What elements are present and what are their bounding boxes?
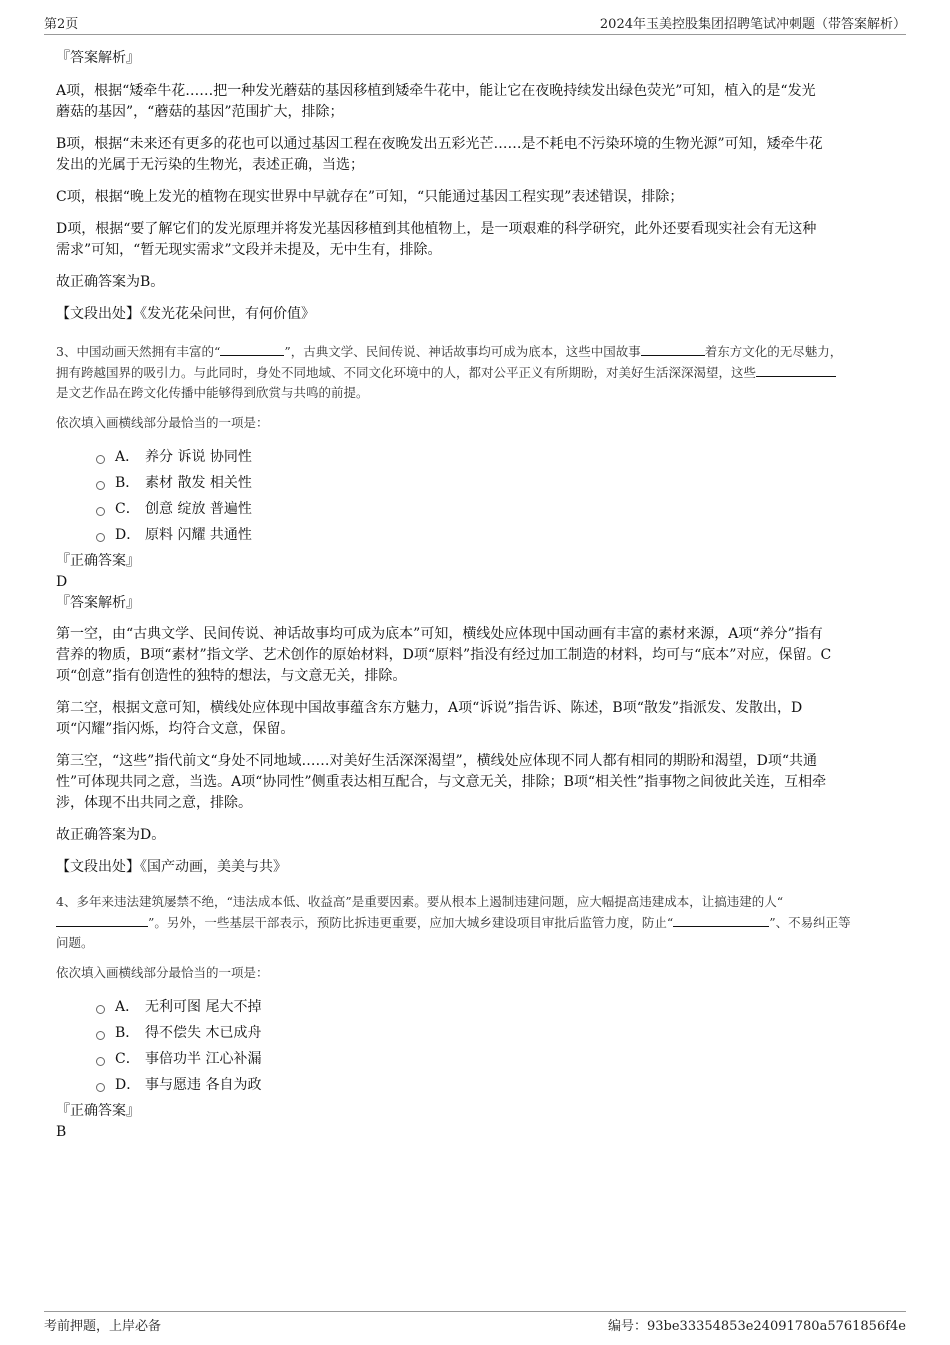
question-prompt: 依次填入画横线部分最恰当的一项是： [56,415,269,430]
question-4-options [96,993,902,1097]
analysis-c-line: C项，根据“晚上发光的植物在现实世界中早就存在”可知，“只能通过基因工程实现”表述错误，排除； [56,189,684,205]
source-citation: 【文段出处】《国产动画，美美与共》 [56,859,287,875]
radio-icon[interactable] [96,1057,105,1066]
footer-slogan: 考前押题，上岸必备 [44,1319,162,1334]
fill-blank [756,362,836,377]
option-c[interactable]: C． 事倍功半 江心补漏 [96,1045,902,1071]
radio-icon[interactable] [96,1083,105,1092]
radio-icon[interactable] [96,455,105,464]
option-d[interactable]: D． 原料 闪耀 共通性 [96,521,902,547]
analysis-a-line: A项，根据“矮牵牛花……把一种发光蘑菇的基因移植到矮牵牛花中，能让它在夜晚持续发出绿色荧光”可知，植入的是“发光 [56,83,816,99]
fill-blank [56,912,148,927]
analysis-d-line: 需求”可知，“暂无现实需求”文段并未提及，无中生有，排除。 [56,242,442,258]
analysis-b-line: 发出的光属于无污染的生物光，表述正确，当选； [56,157,364,173]
analysis-paragraph-3: 第三空，“这些”指代前文“身处不同地域……对美好生活深深渴望”，横线处应体现不同人都有相同的期盼和渴望，D项“共通 [56,753,818,769]
fill-blank [220,341,284,356]
analysis-d-line: D项，根据“要了解它们的发光原理并将发光基因移植到其他植物上，是一项艰难的科学研究，此外还要看现实社会有无这种 [56,221,817,237]
page-header [44,12,906,35]
radio-icon[interactable] [96,1031,105,1040]
page-footer [44,1311,906,1334]
correct-answer-label: 『正确答案』 [56,553,140,569]
correct-answer: B [56,1124,67,1140]
correct-answer: D [56,574,68,590]
question-prompt: 依次填入画横线部分最恰当的一项是： [56,965,269,980]
document-id: 编号：93be33354853e24091780a5761856f4e [607,1319,906,1334]
question-3-text: 3、中国动画天然拥有丰富的“ ”，古典文学、民间传说、神话故事均可成为底本，这些中国故事 着东方文化的无尽魅力， [56,341,902,362]
analysis-label: 『答案解析』 [56,50,140,66]
fill-blank [641,341,705,356]
document-title: 2024年玉美控股集团招聘笔试冲刺题（带答案解析） [599,17,906,32]
option-a[interactable]: A． 无利可图 尾大不掉 [96,993,902,1019]
conclusion: 故正确答案为D。 [56,827,166,843]
conclusion: 故正确答案为B。 [56,274,165,290]
radio-icon[interactable] [96,1005,105,1014]
radio-icon[interactable] [96,507,105,516]
analysis-a-line: 蘑菇的基因”，“蘑菇的基因”范围扩大，排除； [56,104,344,120]
option-b[interactable]: B． 得不偿失 木已成舟 [96,1019,902,1045]
option-d[interactable]: D． 事与愿违 各自为政 [96,1071,902,1097]
analysis-paragraph-1: 第一空，由“古典文学、民间传说、神话故事均可成为底本”可知，横线处应体现中国动画有丰富的素材来源，A项“养分”指有 [56,626,823,642]
option-b[interactable]: B． 素材 散发 相关性 [96,469,902,495]
question-4-text: 4、多年来违法建筑屡禁不绝，“违法成本低、收益高”是重要因素。要从根本上遏制违建问题，应大幅提高违建成本，让搞违建的人“ [56,894,784,909]
analysis-label: 『答案解析』 [56,595,140,611]
analysis-paragraph-2: 第二空，根据文意可知，横线处应体现中国故事蕴含东方魅力，A项“诉说”指告诉、陈述，B项“散发”指派发、发散出，D [56,700,803,716]
fill-blank [673,912,769,927]
page-number: 第2页 [44,17,79,32]
question-3-options [96,443,902,547]
source-citation: 【文段出处】《发光花朵问世，有何价值》 [56,306,315,322]
correct-answer-label: 『正确答案』 [56,1103,140,1119]
analysis-b-line: B项，根据“未来还有更多的花也可以通过基因工程在夜晚发出五彩光芒……是不耗电不污染环境的生物光源”可知，矮牵牛花 [56,136,823,152]
option-a[interactable]: A． 养分 诉说 协同性 [96,443,902,469]
main-content: 『答案解析』 A项，根据“矮牵牛花……把一种发光蘑菇的基因移植到矮牵牛花中，能让它在夜晚持续发出绿色荧光”可知，植入的是“发光 蘑菇的基因”，“蘑菇的基因”范围扩大，排除； B项，根据“未来还有更多的花也可以通过基因工程在夜晚发出五彩光芒……是不耗电不污染环境的生物光源”可知，矮牵牛花 发出的光属于无污染的生物光，表述正确，当选； C项，根据“晚上发光的植物在现实世界中早就存在”可知，“只能通过基因工程实现”表述错误，排除； D项，根据“要了解它们的发光原理并将发光基因移植到其他植物上，是一项艰难的科学研究，此外还要看现实社会有无这种 需求”可知，“暂无现实需求”文段并未提及，无中生有，排除。 故正确答案为B。 【文段出处】《发光花朵问世，有何价值》 3、中国动画天然拥有丰富的“ ”，古典文学、民间传说、神话故事均可成为底本，这些中国故事 着东方文化的无尽魅力， 拥有跨越国界的吸引力。与此同时，身处不同地域、不同文化环境中的人，都对公平正义有所期盼，对美好生活深深渴望，这些 是文艺作品在跨文化传播中能够得到欣赏与共鸣的前提。 依次填入画横线部分最恰当的一项是： A． 养分 诉说 协同性 B． 素材 散发 相关性 C． 创意 绽放 普遍性 D． 原料 闪耀 共通性 『正确答案』 D 『答案解析』 第一空，由“古典文学、民间传说、神话故事均可成为底本”可知，横线处应体现中国动画有丰富的素材来源，A项“养分”指有 营养的物质，B项“素材”指文学、艺术创作的原始材料，D项“原料”指没有经过加工制造的材料，均可与“底本”对应，保留。C 项“创意”指有创造性的独特的想法，与文意无关，排除。 第二空，根据文意可知，横线处应体现中国故事蕴含东方魅力，A项“诉说”指告诉、陈述，B项“散发”指派发、发散出，D 项“闪耀”指闪烁，均符合文意，保留。 第三空，“这些”指代前文“身处不同地域……对美好生活深深渴望”，横线处应体现不同人都有相同的期盼和渴望，D项“共通 性”可体现共同之意，当选。A项“协同性”侧重表达相互配合，与文意无关，排除；B项“相关性”指事物之间彼此关连，互相牵 涉，体现不出共同之意，排除。 故正确答案为D。 【文段出处】《国产动画，美美与共》 4、多年来违法建筑屡禁不绝，“违法成本低、收益高”是重要因素。要从根本上遏制违建问题，应大幅提高违建成本，让搞违建的人“ ”。另外，一些基层干部表示，预防比拆违更重要，应加大城乡建设项目审批后监管力度，防止“ ”、不易纠正等 问题。 依次填入画横线部分最恰当的一项是： A． 无利可图 尾大不掉 B． 得不偿失 木已成舟 C． 事倍功半 江心补漏 D． 事与愿违 各自为政 『正确答案』 B [56,48,902,1143]
radio-icon[interactable] [96,481,105,490]
option-c[interactable]: C． 创意 绽放 普遍性 [96,495,902,521]
radio-icon[interactable] [96,533,105,542]
